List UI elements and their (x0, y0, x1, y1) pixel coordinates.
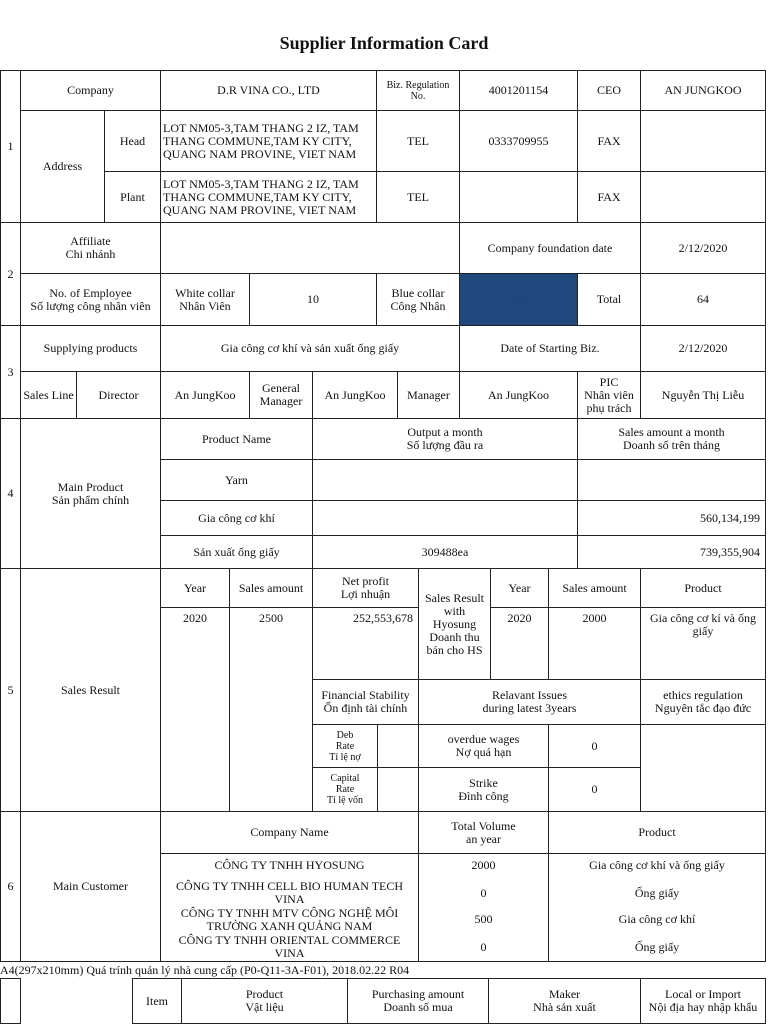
tel-value: 0333709955 (459, 110, 578, 172)
foundation-value: 2/12/2020 (640, 222, 766, 274)
manager-label: Manager (397, 371, 460, 419)
customer-row-4-name: CÔNG TY TNHH ORIENTAL COMMERCE VINA (178, 933, 401, 960)
hs-product-header: Product (640, 568, 766, 608)
employee-label: No. of Employee Số lượng công nhân viên (20, 273, 161, 326)
head-label: Head (104, 110, 161, 172)
section-number-6: 6 (0, 811, 21, 962)
plant-label: Plant (104, 171, 161, 223)
main-customer-label: Main Customer (20, 811, 161, 962)
company-value: D.R VINA CO., LTD (160, 70, 377, 111)
page-title: Supplier Information Card (279, 33, 489, 53)
hs-product-value: Gia công cơ kí và ống giấy (640, 607, 766, 680)
fax-value (640, 110, 766, 172)
supplying-value: Gia công cơ khí và sản xuất ống giấy (160, 325, 460, 372)
plant-tel-value (459, 171, 578, 223)
debt-rate-value (377, 724, 419, 768)
hs-sales-label: Sales Result with Hyosung Doanh thu bán cho HS (418, 568, 491, 680)
product-name-header: Product Name (160, 418, 313, 460)
product-row-3-output: 309488ea (312, 535, 578, 569)
purchase-item-header: Item (132, 978, 182, 1024)
section-number-5: 5 (0, 568, 21, 812)
start-biz-value: 2/12/2020 (640, 325, 766, 372)
tel-label: TEL (376, 110, 460, 172)
head-address: LOT NM05-3,TAM THANG 2 IZ, TAM THANG COMMUNE,TAM KY CITY, QUANG NAM PROVINE, VIET NAM (160, 110, 377, 172)
customer-name-header: Company Name (160, 811, 419, 854)
affiliate-label: Affiliate Chi nhánh (20, 222, 161, 274)
product-row-2-name: Gia công cơ khí (160, 500, 313, 536)
product-row-3-sales: 739,355,904 (577, 535, 766, 569)
strike-label: Strike Đình công (418, 767, 549, 812)
customer-row-2-name: CÔNG TY TNHH CELL BIO HUMAN TECH VINA (175, 879, 404, 906)
fax-label: FAX (577, 110, 641, 172)
customer-row-1-volume: 2000 (471, 858, 496, 872)
sales-line-label: Sales Line (20, 371, 77, 419)
financial-stability-label: Financial Stability Ổn định tài chính (312, 679, 419, 725)
blue-collar-value: 54 (459, 273, 578, 326)
sales-amount-header: Sales amount (229, 568, 313, 608)
year-header: Year (160, 568, 230, 608)
capital-rate-label: Capital Rate Tỉ lệ vốn (312, 767, 378, 812)
purchase-amount-header: Purchasing amount Doanh số mua (347, 978, 489, 1024)
customer-volume-header: Total Volume an year (418, 811, 549, 854)
product-row-2-sales: 560,134,199 (577, 500, 766, 536)
capital-rate-value (377, 767, 419, 812)
white-collar-value: 10 (249, 273, 377, 326)
year-value: 2020 (160, 607, 230, 812)
ethics-label: ethics regulation Nguyên tắc đạo đức (640, 679, 766, 725)
ethics-value (640, 724, 766, 812)
sales-amount-value: 2500 (229, 607, 313, 812)
ceo-value: AN JUNGKOO (640, 70, 766, 111)
product-row-1-name: Yarn (160, 459, 313, 501)
net-profit-value: 252,553,678 (312, 607, 419, 680)
customer-row-3-name: CÔNG TY TNHH MTV CÔNG NGHỆ MÔI TRƯỜNG XANH QUẢNG NAM (180, 906, 399, 933)
director-value: An JungKoo (160, 371, 250, 419)
output-header: Output a month Số lượng đầu ra (312, 418, 578, 460)
affiliate-value (160, 222, 460, 274)
plant-address: LOT NM05-3,TAM THANG 2 IZ, TAM THANG COMMUNE,TAM KY CITY, QUANG NAM PROVINE, VIET NAM (160, 171, 377, 223)
hs-year-header: Year (490, 568, 549, 608)
relevant-issues-label: Relavant Issues during latest 3years (418, 679, 641, 725)
product-row-1-sales (577, 459, 766, 501)
customer-row-4-volume: 0 (480, 940, 487, 954)
debt-rate-label: Deb Rate Tỉ lệ nợ (312, 724, 378, 768)
purchase-product-header: Product Vật liệu (181, 978, 348, 1024)
company-label: Company (20, 70, 161, 111)
customer-row-1-name: CÔNG TY TNHH HYOSUNG (214, 858, 365, 872)
start-biz-label: Date of Starting Biz. (459, 325, 641, 372)
ceo-label: CEO (577, 70, 641, 111)
address-label: Address (20, 110, 105, 223)
supplying-label: Supplying products (20, 325, 161, 372)
section-number-1: 1 (0, 70, 21, 223)
hs-year-value: 2020 (490, 607, 549, 680)
overdue-wages-value: 0 (548, 724, 641, 768)
customer-product-header: Product (548, 811, 766, 854)
purchase-section-number (0, 978, 21, 1024)
customer-row-3-product: Gia công cơ khí (618, 912, 696, 926)
customer-row-3-volume: 500 (474, 912, 493, 926)
overdue-wages-label: overdue wages Nợ quá hạn (418, 724, 549, 768)
white-collar-label: White collar Nhân Viên (160, 273, 250, 326)
hs-amount-header: Sales amount (548, 568, 641, 608)
main-product-label: Main Product Sản phẩm chính (20, 418, 161, 569)
plant-fax-value (640, 171, 766, 223)
foundation-label: Company foundation date (459, 222, 641, 274)
biz-reg-label: Biz. Regulation No. (376, 70, 460, 111)
gm-label: General Manager (249, 371, 313, 419)
total-label: Total (577, 273, 641, 326)
product-row-2-output (312, 500, 578, 536)
strike-value: 0 (548, 767, 641, 812)
product-row-3-name: Sản xuất ống giấy (160, 535, 313, 569)
product-row-1-output (312, 459, 578, 501)
gm-value: An JungKoo (312, 371, 398, 419)
customer-row-2-product: Ống giấy (634, 886, 680, 900)
section-number-4: 4 (0, 418, 21, 569)
plant-fax-label: FAX (577, 171, 641, 223)
sales-month-header: Sales amount a month Doanh số trên tháng (577, 418, 766, 460)
section-number-3: 3 (0, 325, 21, 419)
section-number-2: 2 (0, 222, 21, 326)
hs-amount-value: 2000 (548, 607, 641, 680)
form-footer: A4(297x210mm) Quá trính quản lý nhà cung cấp (P0-Q11-3A-F01), 2018.02.22 R04 (0, 963, 410, 977)
sales-result-label: Sales Result (20, 568, 161, 812)
customer-row-1-product: Gia công cơ khí và ống giấy (589, 858, 725, 872)
director-label: Director (76, 371, 161, 419)
manager-value: An JungKoo (459, 371, 578, 419)
purchase-local-header: Local or Import Nội địa hay nhập khẩu (640, 978, 766, 1024)
pic-label: PIC Nhân viên phụ trách (577, 371, 641, 419)
blue-collar-label: Blue collar Công Nhân (376, 273, 460, 326)
customer-row-4-product: Ống giấy (634, 940, 680, 954)
total-value: 64 (640, 273, 766, 326)
plant-tel-label: TEL (376, 171, 460, 223)
customer-row-2-volume: 0 (480, 886, 487, 900)
purchase-maker-header: Maker Nhà sản xuất (488, 978, 641, 1024)
pic-value: Nguyễn Thị Liễu (640, 371, 766, 419)
biz-reg-value: 4001201154 (459, 70, 578, 111)
net-profit-header: Net profit Lợi nhuận (312, 568, 419, 608)
